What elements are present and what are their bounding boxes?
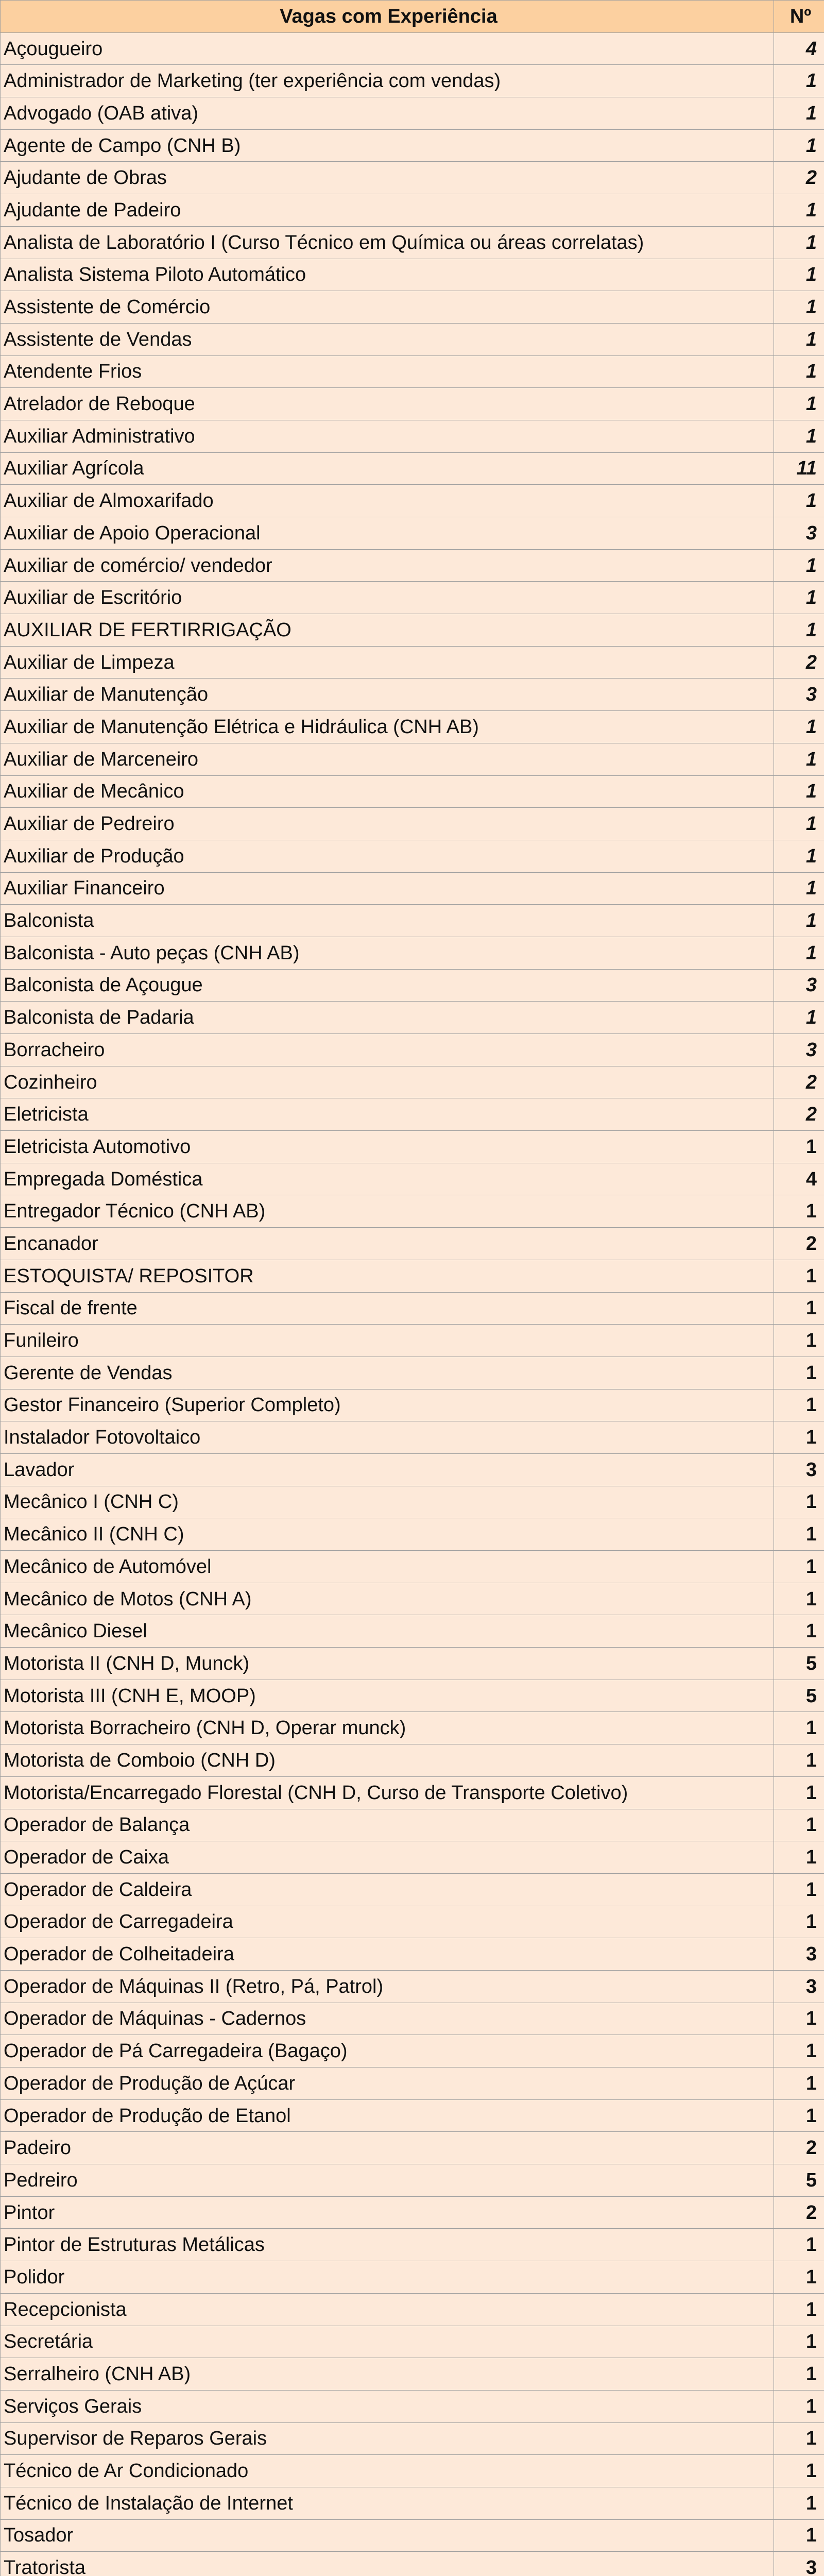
job-title-cell: Eletricista Automotivo	[1, 1131, 774, 1163]
table-row	[1, 1357, 824, 1389]
vacancy-count-cell: 1	[774, 1551, 824, 1583]
job-title-cell: Motorista III (CNH E, MOOP)	[1, 1680, 774, 1712]
vacancy-count-cell: 1	[774, 2099, 824, 2132]
job-title-cell: Operador de Colheitadeira	[1, 1938, 774, 1971]
job-title-cell: Balconista - Auto peças (CNH AB)	[1, 937, 774, 969]
table-row	[1, 679, 824, 711]
job-title-cell: Mecânico I (CNH C)	[1, 1486, 774, 1518]
table-row	[1, 2552, 824, 2576]
job-title-cell: AUXILIAR DE FERTIRRIGAÇÃO	[1, 614, 774, 647]
vacancy-count-cell: 1	[774, 2455, 824, 2487]
vacancy-count-cell: 1	[774, 2326, 824, 2358]
table-row	[1, 872, 824, 905]
job-title-cell: Auxiliar Administrativo	[1, 420, 774, 452]
table-row	[1, 323, 824, 355]
vacancy-count-cell: 1	[774, 2035, 824, 2067]
vacancy-count-cell: 3	[774, 679, 824, 711]
table-row	[1, 2229, 824, 2261]
table-row	[1, 1938, 824, 1971]
vacancy-count-cell: 1	[774, 1002, 824, 1034]
job-title-cell: Auxiliar de Apoio Operacional	[1, 517, 774, 550]
table-row	[1, 2293, 824, 2326]
vacancy-count-cell: 1	[774, 1389, 824, 1421]
vacancy-count-cell: 1	[774, 355, 824, 388]
job-title-cell: Motorista Borracheiro (CNH D, Operar munck)	[1, 1712, 774, 1744]
vacancy-count-cell: 2	[774, 646, 824, 679]
table-row	[1, 840, 824, 872]
job-title-cell: Fiscal de frente	[1, 1292, 774, 1325]
table-row	[1, 2390, 824, 2422]
job-title-cell: Operador de Carregadeira	[1, 1906, 774, 1938]
vacancy-count-cell: 1	[774, 1518, 824, 1551]
job-title-cell: Recepcionista	[1, 2293, 774, 2326]
job-title-cell: Polidor	[1, 2261, 774, 2294]
vacancy-count-cell: 1	[774, 840, 824, 872]
table-row	[1, 1131, 824, 1163]
table-row	[1, 452, 824, 485]
vacancy-count-cell: 1	[774, 2390, 824, 2422]
job-title-cell: Padeiro	[1, 2132, 774, 2164]
job-title-cell: Motorista II (CNH D, Munck)	[1, 1648, 774, 1680]
vacancy-count-cell: 2	[774, 162, 824, 194]
vacancy-count-cell: 1	[774, 1712, 824, 1744]
table-row	[1, 969, 824, 1002]
vacancy-count-cell: 1	[774, 129, 824, 162]
table-row	[1, 1648, 824, 1680]
table-row	[1, 2261, 824, 2294]
table-row	[1, 1325, 824, 1357]
sheet-body	[1, 1, 824, 2576]
job-title-cell: Pintor	[1, 2196, 774, 2229]
table-row	[1, 355, 824, 388]
vacancy-count-cell: 1	[774, 743, 824, 775]
table-row	[1, 1486, 824, 1518]
table-row	[1, 129, 824, 162]
vacancy-count-cell: 1	[774, 2003, 824, 2035]
vacancy-count-cell: 1	[774, 2422, 824, 2455]
table-row	[1, 1841, 824, 1874]
table-row	[1, 1906, 824, 1938]
job-title-cell: Auxiliar de Manutenção Elétrica e Hidráulica (CNH AB)	[1, 711, 774, 743]
section-title: Vagas com Experiência	[1, 1, 774, 33]
job-title-cell: Operador de Caldeira	[1, 1873, 774, 1906]
table-row	[1, 32, 824, 65]
job-title-cell: Analista de Laboratório I (Curso Técnico em Química ou áreas correlatas)	[1, 226, 774, 259]
table-row	[1, 2035, 824, 2067]
table-row	[1, 1098, 824, 1131]
table-row	[1, 388, 824, 420]
table-row	[1, 1873, 824, 1906]
table-row	[1, 194, 824, 227]
table-row	[1, 1228, 824, 1260]
job-title-cell: Instalador Fotovoltaico	[1, 1421, 774, 1454]
table-row	[1, 97, 824, 130]
table-row	[1, 1195, 824, 1228]
table-row	[1, 1776, 824, 1809]
job-title-cell: Mecânico II (CNH C)	[1, 1518, 774, 1551]
table-row	[1, 1260, 824, 1292]
vacancy-count-cell: 1	[774, 97, 824, 130]
vacancy-count-cell: 1	[774, 808, 824, 840]
table-row	[1, 1680, 824, 1712]
job-title-cell: Serviços Gerais	[1, 2390, 774, 2422]
table-row	[1, 1583, 824, 1615]
table-row	[1, 2196, 824, 2229]
vacancy-count-cell: 1	[774, 1906, 824, 1938]
job-title-cell: Gerente de Vendas	[1, 1357, 774, 1389]
job-title-cell: Técnico de Ar Condicionado	[1, 2455, 774, 2487]
job-title-cell: Balconista de Padaria	[1, 1002, 774, 1034]
job-title-cell: Tosador	[1, 2519, 774, 2552]
job-title-cell: Mecânico de Automóvel	[1, 1551, 774, 1583]
table-row	[1, 905, 824, 937]
job-title-cell: Balconista de Açougue	[1, 969, 774, 1002]
job-title-cell: Borracheiro	[1, 1034, 774, 1066]
table-row	[1, 582, 824, 614]
job-title-cell: Funileiro	[1, 1325, 774, 1357]
vacancy-count-cell: 4	[774, 1163, 824, 1195]
vacancy-count-cell: 2	[774, 1098, 824, 1131]
vacancy-count-cell: 1	[774, 1583, 824, 1615]
vacancy-count-cell: 1	[774, 259, 824, 291]
table-row	[1, 808, 824, 840]
table-row	[1, 775, 824, 808]
table-row	[1, 711, 824, 743]
table-row	[1, 614, 824, 647]
job-title-cell: Encanador	[1, 1228, 774, 1260]
job-title-cell: Ajudante de Obras	[1, 162, 774, 194]
vacancy-count-cell: 1	[774, 2293, 824, 2326]
job-title-cell: Açougueiro	[1, 32, 774, 65]
table-row	[1, 1034, 824, 1066]
table-row	[1, 2003, 824, 2035]
vacancy-count-cell: 1	[774, 65, 824, 97]
table-row	[1, 1809, 824, 1841]
job-title-cell: Auxiliar de Marceneiro	[1, 743, 774, 775]
table-row	[1, 2164, 824, 2197]
vacancy-count-cell: 5	[774, 2164, 824, 2197]
vacancy-count-cell: 3	[774, 1938, 824, 1971]
table-row	[1, 2519, 824, 2552]
job-title-cell: Auxiliar de Pedreiro	[1, 808, 774, 840]
vacancy-count-cell: 3	[774, 2552, 824, 2576]
job-title-cell: Auxiliar de Escritório	[1, 582, 774, 614]
job-title-cell: Ajudante de Padeiro	[1, 194, 774, 227]
vacancy-count-cell: 1	[774, 1486, 824, 1518]
job-title-cell: Atrelador de Reboque	[1, 388, 774, 420]
table-row	[1, 1066, 824, 1098]
number-column-header: Nº	[774, 1, 824, 33]
table-row	[1, 1002, 824, 1034]
job-title-cell: Auxiliar de Mecânico	[1, 775, 774, 808]
vacancy-count-cell: 2	[774, 1228, 824, 1260]
job-title-cell: Empregada Doméstica	[1, 1163, 774, 1195]
table-row	[1, 2099, 824, 2132]
job-title-cell: Operador de Máquinas - Cadernos	[1, 2003, 774, 2035]
vacancy-count-cell: 1	[774, 291, 824, 324]
vacancy-count-cell: 11	[774, 452, 824, 485]
table-row	[1, 1292, 824, 1325]
vacancy-count-cell: 1	[774, 1325, 824, 1357]
table-row	[1, 2487, 824, 2519]
vacancy-count-cell: 1	[774, 323, 824, 355]
job-title-cell: Auxiliar Agrícola	[1, 452, 774, 485]
table-row	[1, 1389, 824, 1421]
job-title-cell: Técnico de Instalação de Internet	[1, 2487, 774, 2519]
table-row	[1, 162, 824, 194]
job-title-cell: Motorista/Encarregado Florestal (CNH D, Curso de Transporte Coletivo)	[1, 1776, 774, 1809]
vacancy-count-cell: 1	[774, 1744, 824, 1777]
vacancy-count-cell: 1	[774, 2067, 824, 2100]
vacancy-count-cell: 1	[774, 549, 824, 582]
vacancy-count-cell: 1	[774, 1421, 824, 1454]
vacancy-count-cell: 1	[774, 582, 824, 614]
table-row	[1, 291, 824, 324]
vacancy-count-cell: 1	[774, 226, 824, 259]
table-row	[1, 2358, 824, 2391]
job-title-cell: Agente de Campo (CNH B)	[1, 129, 774, 162]
table-row	[1, 2422, 824, 2455]
job-title-cell: Lavador	[1, 1453, 774, 1486]
vacancy-count-cell: 3	[774, 1453, 824, 1486]
job-title-cell: Advogado (OAB ativa)	[1, 97, 774, 130]
vacancy-count-cell: 1	[774, 420, 824, 452]
vacancy-count-cell: 2	[774, 2196, 824, 2229]
vacancy-count-cell: 1	[774, 1809, 824, 1841]
job-title-cell: Pintor de Estruturas Metálicas	[1, 2229, 774, 2261]
job-title-cell: Operador de Pá Carregadeira (Bagaço)	[1, 2035, 774, 2067]
vacancy-count-cell: 1	[774, 194, 824, 227]
table-row	[1, 937, 824, 969]
job-title-cell: Auxiliar Financeiro	[1, 872, 774, 905]
vacancy-count-cell: 5	[774, 1680, 824, 1712]
job-title-cell: Operador de Produção de Etanol	[1, 2099, 774, 2132]
table-row	[1, 1518, 824, 1551]
table-row	[1, 1744, 824, 1777]
job-title-cell: Eletricista	[1, 1098, 774, 1131]
vacancy-count-cell: 1	[774, 388, 824, 420]
job-title-cell: Auxiliar de Limpeza	[1, 646, 774, 679]
job-title-cell: Operador de Máquinas II (Retro, Pá, Patrol)	[1, 1970, 774, 2003]
vacancy-count-cell: 1	[774, 1615, 824, 1648]
job-title-cell: Auxiliar de Almoxarifado	[1, 485, 774, 517]
vacancy-count-cell: 4	[774, 32, 824, 65]
job-title-cell: Gestor Financeiro (Superior Completo)	[1, 1389, 774, 1421]
vacancy-count-cell: 1	[774, 1292, 824, 1325]
table-row	[1, 485, 824, 517]
table-row	[1, 646, 824, 679]
vacancy-count-cell: 1	[774, 1873, 824, 1906]
vacancy-count-cell: 1	[774, 2519, 824, 2552]
job-title-cell: Atendente Frios	[1, 355, 774, 388]
vacancy-count-cell: 1	[774, 872, 824, 905]
job-title-cell: Auxiliar de Manutenção	[1, 679, 774, 711]
job-title-cell: Pedreiro	[1, 2164, 774, 2197]
job-title-cell: Entregador Técnico (CNH AB)	[1, 1195, 774, 1228]
job-title-cell: Tratorista	[1, 2552, 774, 2576]
vacancy-count-cell: 1	[774, 711, 824, 743]
vacancy-count-cell: 2	[774, 1066, 824, 1098]
job-title-cell: Supervisor de Reparos Gerais	[1, 2422, 774, 2455]
job-title-cell: Operador de Balança	[1, 1809, 774, 1841]
vacancy-count-cell: 1	[774, 1260, 824, 1292]
table-row	[1, 420, 824, 452]
vacancy-count-cell: 1	[774, 905, 824, 937]
vacancy-count-cell: 1	[774, 775, 824, 808]
table-row	[1, 549, 824, 582]
table-row	[1, 2326, 824, 2358]
table-row	[1, 2455, 824, 2487]
table-row	[1, 2067, 824, 2100]
vacancy-count-cell: 1	[774, 614, 824, 647]
vacancy-count-cell: 3	[774, 1034, 824, 1066]
job-title-cell: Assistente de Comércio	[1, 291, 774, 324]
job-title-cell: Mecânico de Motos (CNH A)	[1, 1583, 774, 1615]
vacancy-count-cell: 1	[774, 2358, 824, 2391]
table-row	[1, 1712, 824, 1744]
job-title-cell: Operador de Produção de Açúcar	[1, 2067, 774, 2100]
vacancy-count-cell: 1	[774, 1131, 824, 1163]
table-row	[1, 1970, 824, 2003]
table-row	[1, 1615, 824, 1648]
vacancy-count-cell: 1	[774, 2261, 824, 2294]
table-row	[1, 1551, 824, 1583]
section-header	[1, 1, 824, 33]
job-title-cell: Administrador de Marketing (ter experiência com vendas)	[1, 65, 774, 97]
job-title-cell: ESTOQUISTA/ REPOSITOR	[1, 1260, 774, 1292]
vacancy-count-cell: 1	[774, 2229, 824, 2261]
vacancy-count-cell: 5	[774, 1648, 824, 1680]
job-title-cell: Analista Sistema Piloto Automático	[1, 259, 774, 291]
table-row	[1, 259, 824, 291]
vacancy-count-cell: 2	[774, 2132, 824, 2164]
job-title-cell: Auxiliar de Produção	[1, 840, 774, 872]
job-title-cell: Cozinheiro	[1, 1066, 774, 1098]
vacancy-count-cell: 1	[774, 2487, 824, 2519]
job-title-cell: Motorista de Comboio (CNH D)	[1, 1744, 774, 1777]
job-title-cell: Auxiliar de comércio/ vendedor	[1, 549, 774, 582]
vacancy-count-cell: 1	[774, 1195, 824, 1228]
table-row	[1, 517, 824, 550]
table-row	[1, 1421, 824, 1454]
table-row	[1, 65, 824, 97]
job-title-cell: Secretária	[1, 2326, 774, 2358]
table-row	[1, 743, 824, 775]
job-title-cell: Assistente de Vendas	[1, 323, 774, 355]
job-title-cell: Operador de Caixa	[1, 1841, 774, 1874]
vacancy-count-cell: 3	[774, 969, 824, 1002]
job-title-cell: Serralheiro (CNH AB)	[1, 2358, 774, 2391]
job-title-cell: Mecânico Diesel	[1, 1615, 774, 1648]
table-row	[1, 226, 824, 259]
job-title-cell: Balconista	[1, 905, 774, 937]
table-row	[1, 1163, 824, 1195]
vacancy-count-cell: 1	[774, 1776, 824, 1809]
vacancy-count-cell: 3	[774, 517, 824, 550]
vacancy-count-cell: 3	[774, 1970, 824, 2003]
table-row	[1, 2132, 824, 2164]
vacancy-count-cell: 1	[774, 937, 824, 969]
vacancy-count-cell: 1	[774, 485, 824, 517]
vacancy-count-cell: 1	[774, 1841, 824, 1874]
table-row	[1, 1453, 824, 1486]
vacancy-count-cell: 1	[774, 1357, 824, 1389]
